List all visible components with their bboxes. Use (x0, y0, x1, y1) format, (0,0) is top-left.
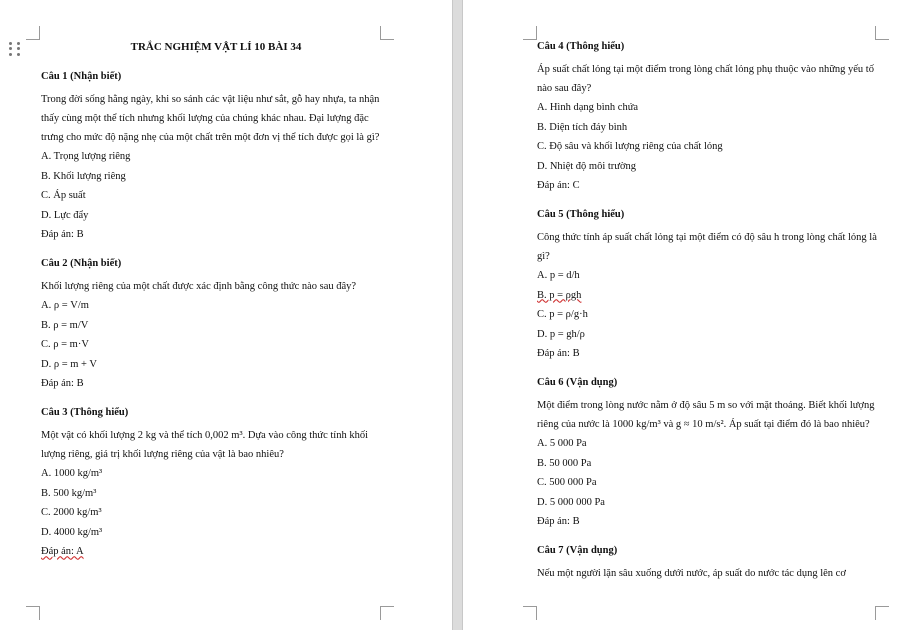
option: D. ρ = m + V (41, 358, 97, 370)
question-block (537, 208, 887, 364)
document-title: TRẮC NGHIỆM VẬT LÍ 10 BÀI 34 (130, 41, 302, 53)
question-block (41, 257, 391, 394)
question-text: Nếu một người lặn sâu xuống dưới nước, áp suất do nước tác dụng lên cơ (537, 567, 846, 579)
document-page-right (463, 0, 921, 630)
answer: Đáp án: B (41, 378, 84, 390)
question-block (537, 376, 887, 532)
option: C. p = ρ/g·h (537, 309, 588, 321)
answer: Đáp án: C (537, 180, 580, 192)
option: A. 1000 kg/m³ (41, 467, 103, 479)
question-text: Một điểm trong lòng nước nằm ở độ sâu 5 m so với mặt thoáng. Biết khối lượng riêng của nước là 1000 kg/m³ và g ≈ 10 m/s². Áp suất tại điểm đó là bao nhiêu? (537, 399, 875, 430)
question-text: Một vật có khối lượng 2 kg và thể tích 0,002 m³. Dựa vào công thức tính khối lượng riêng, giá trị khối lượng riêng của vật là bao nhiêu? (41, 429, 369, 460)
question-text: Khối lượng riêng của một chất được xác định bằng công thức nào sau đây? (41, 280, 357, 292)
option: A. ρ = V/m (41, 299, 89, 311)
crop-mark (26, 26, 40, 40)
question-heading: Câu 5 (Thông hiểu) (537, 208, 625, 220)
right-page-content (537, 40, 887, 595)
crop-mark (875, 26, 889, 40)
option: D. 4000 kg/m³ (41, 526, 103, 538)
left-page-content (41, 40, 391, 574)
option: B. ρ = m/V (41, 319, 89, 331)
option: B. 500 kg/m³ (41, 487, 97, 499)
option: A. Trọng lượng riêng (41, 151, 131, 162)
question-block (537, 544, 887, 583)
option: D. 5 000 000 Pa (537, 496, 605, 508)
option: C. 500 000 Pa (537, 477, 597, 489)
question-block (41, 70, 391, 245)
option: B. Khối lượng riêng (41, 170, 126, 182)
question-heading: Câu 2 (Nhận biết) (41, 257, 122, 269)
option: C. 2000 kg/m³ (41, 507, 102, 519)
spellcheck-underline: Đáp án: A (41, 546, 84, 558)
option: B. 50 000 Pa (537, 457, 592, 469)
crop-mark (523, 606, 537, 620)
question-text: Công thức tính áp suất chất lỏng tại một điểm có độ sâu h trong lòng chất lỏng là gì? (537, 231, 877, 262)
option: A. 5 000 Pa (537, 437, 587, 449)
question-block (537, 40, 887, 196)
crop-mark (380, 606, 394, 620)
spellcheck-underline: B. p = ρgh (537, 289, 582, 301)
answer: Đáp án: B (537, 516, 580, 528)
question-heading: Câu 3 (Thông hiểu) (41, 406, 129, 418)
option: C. ρ = m·V (41, 339, 89, 351)
question-heading: Câu 7 (Vận dụng) (537, 544, 618, 556)
crop-mark (875, 606, 889, 620)
option: A. Hình dạng bình chứa (537, 102, 639, 113)
question-heading: Câu 4 (Thông hiểu) (537, 41, 625, 52)
question-heading: Câu 6 (Vận dụng) (537, 376, 618, 388)
option: C. Áp suất (41, 190, 86, 202)
question-text: Trong đời sống hằng ngày, khi so sánh các vật liệu như sắt, gỗ hay nhựa, ta nhận thấy cùng một thể tích nhưng khối lượng của chúng khác nhau. Đại lượng đặc trưng cho mức độ nặng nhẹ của một chất trên một đơn vị thể tích được gọi là gì? (41, 94, 380, 143)
crop-mark (523, 26, 537, 40)
document-page-left (0, 0, 452, 630)
question-heading: Câu 1 (Nhận biết) (41, 71, 122, 82)
option: D. Lực đẩy (41, 209, 89, 221)
option: A. p = d/h (537, 269, 580, 281)
option: C. Độ sâu và khối lượng riêng của chất lỏng (537, 141, 723, 153)
option: D. Nhiệt độ môi trường (537, 160, 637, 172)
option: D. p = gh/ρ (537, 328, 585, 340)
question-text: Áp suất chất lỏng tại một điểm trong lòng chất lỏng phụ thuộc vào những yếu tố nào sau đây? (537, 64, 874, 94)
page-gutter (452, 0, 463, 630)
question-block (41, 406, 391, 562)
option (537, 286, 887, 306)
answer: Đáp án: B (41, 229, 84, 241)
crop-mark (380, 26, 394, 40)
drag-handle-icon[interactable] (9, 42, 21, 56)
option: B. Diện tích đáy bình (537, 121, 628, 133)
answer (41, 542, 391, 562)
crop-mark (26, 606, 40, 620)
answer: Đáp án: B (537, 348, 580, 360)
